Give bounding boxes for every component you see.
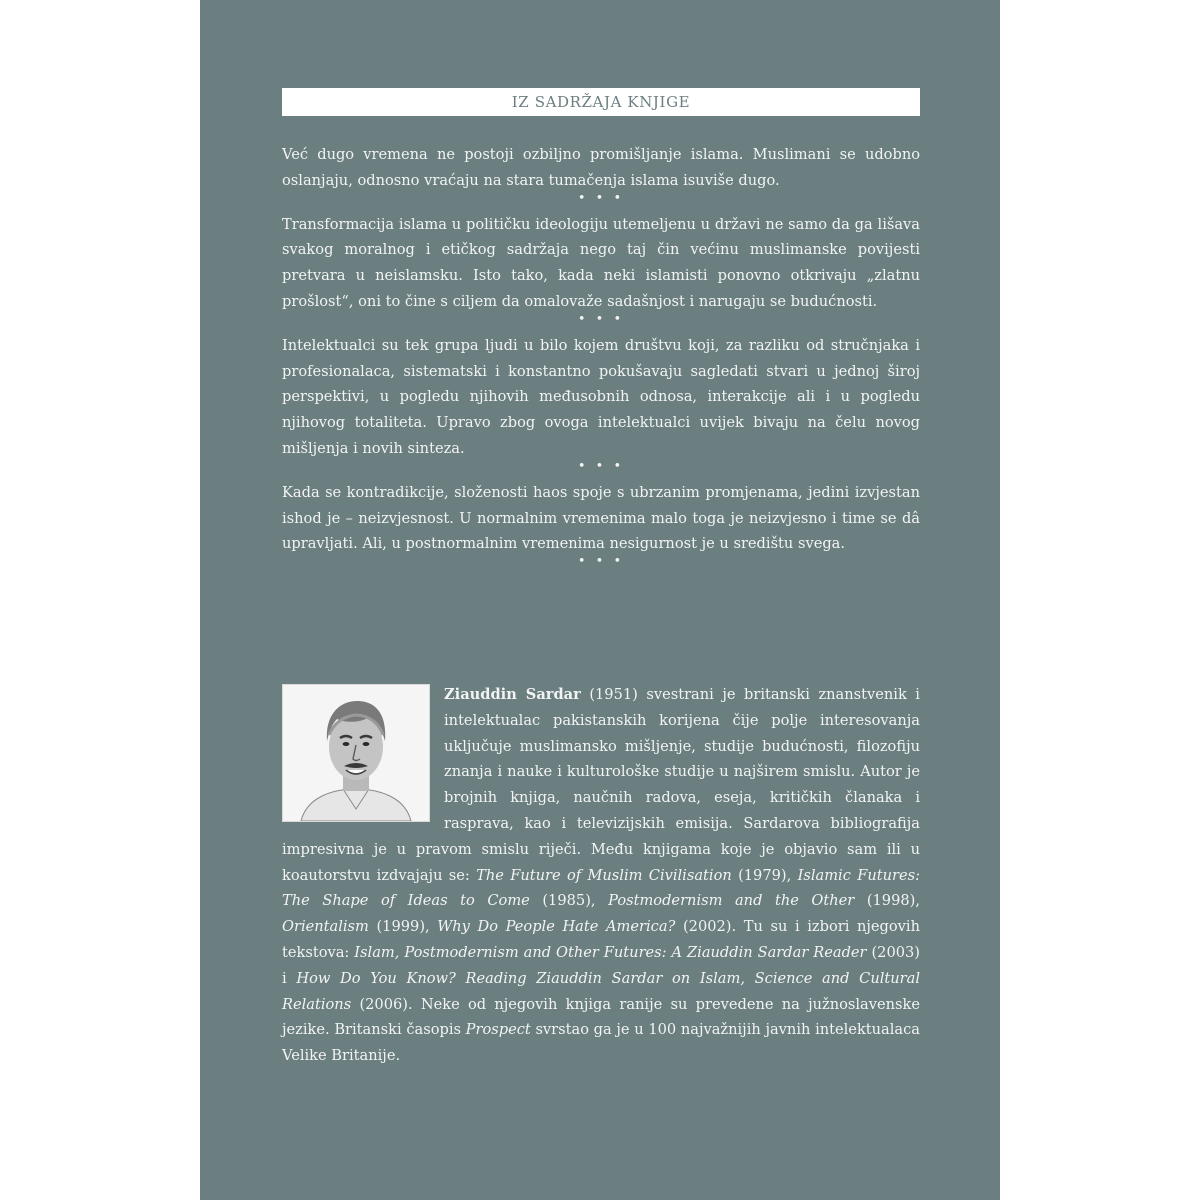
book-title: Orientalism [282,918,369,936]
separator-dots: • • • [577,311,625,327]
excerpt-paragraph: Već dugo vremena ne postoji ozbiljno promišljanje islama. Muslimani se udobno oslanjaju, odnosno vraćaju na stara tumačenja islama isuviše dugo. [282,146,920,189]
magazine-title: Prospect [465,1021,531,1039]
separator-dots: • • • [577,458,625,474]
book-title: Postmodernism and the Other [608,892,855,910]
book-title: Islamic Futures: The Shape of Ideas to Come [282,866,921,910]
excerpt-paragraph: Intelektualci su tek grupa ljudi u bilo kojem društvu koji, za razliku od stručnjaka i profesionalaca, sistematski i konstantno pokušavaju sagledati stvari u jednoj široj perspektivi, u pogledu njihovih međusobnih odnosa, interakcije ali i u pogledu njihovog totaliteta. Upravo zbog ovoga intelektualci uvijek bivaju na čelu novog mišljenja i novih sinteza. [282,336,920,457]
bio-text-segment: (1999), [368,918,438,936]
section-heading-bar [282,88,920,116]
separator-dots: • • • [577,190,625,206]
excerpt-paragraph: Transformacija islama u političku ideologiju utemeljenu u državi ne samo da ga lišava svakog moralnog i etičkog sadržaja nego taj čin većinu muslimanske povijesti pretvara u neislamsku. Isto tako, kada neki islamisti ponovno otkrivaju „zlatnu prošlost“, oni to čine s ciljem da omalovaže sadašnjost i narugaju se budućnosti. [282,215,920,310]
separator-dots: • • • [577,554,625,570]
author-bio [282,682,920,1069]
bio-text-segment: svrstao ga je u 100 najvažnijih javnih intelektualaca Velike Britanije. [282,1021,920,1065]
book-title: Why Do People Hate America? [437,918,676,936]
author-portrait-icon [282,684,430,822]
bio-text-segment: (2006). Neke od njegovih knjiga ranije su prevedene na južnoslavenske jezike. Britanski časopis [282,995,920,1039]
bio-text-segment: (2002). Tu su i izbori njegovih tekstova: [282,918,920,961]
bio-text-segment: (1951) svestrani je britanski znanstvenik i intelektualac pakistanskih korijena čije polje interesovanja uključuje muslimansko mišljenje, studije budućnosti, filozofiju znanja i nauke i kulturološke studije u najširem smislu. Autor je brojnih knjiga, naučnih radova, eseja, kritičkih članaka i rasprava, kao i televizijskih emisija. Sardarova bibliografija impresivna je u pravom smislu riječi. Među knjigama koje je objavio sam ili u koautorstvu izdvajaju se: [282,686,920,884]
bio-text-segment: (1985), [529,892,609,910]
excerpts [282,142,920,575]
bio-text-segment: (2003) i [282,943,920,987]
book-title: How Do You Know? Reading Ziauddin Sardar on Islam, Science and Cultural Relations [282,969,920,1013]
excerpt-paragraph: Kada se kontradikcije, složenosti haos spoje s ubrzanim promjenama, jedini izvjestan ishod je – neizvjesnost. U normalnim vremenima malo toga je neizvjesno i time se dâ upravljati. Ali, u postnormalnim vremenima nesigurnost je u središtu svega. [282,483,920,553]
book-title: The Future of Muslim Civilisation [476,866,732,884]
author-name: Ziauddin Sardar [444,686,581,703]
book-title: Islam, Postmodernism and Other Futures: A Ziauddin Sardar Reader [354,943,867,961]
bio-text-segment: (1998), [854,892,920,910]
bio-text-segment: (1979), [731,866,798,884]
section-heading: IZ SADRŽAJA KNJIGE [511,93,691,111]
book-back-cover [200,0,1000,1200]
